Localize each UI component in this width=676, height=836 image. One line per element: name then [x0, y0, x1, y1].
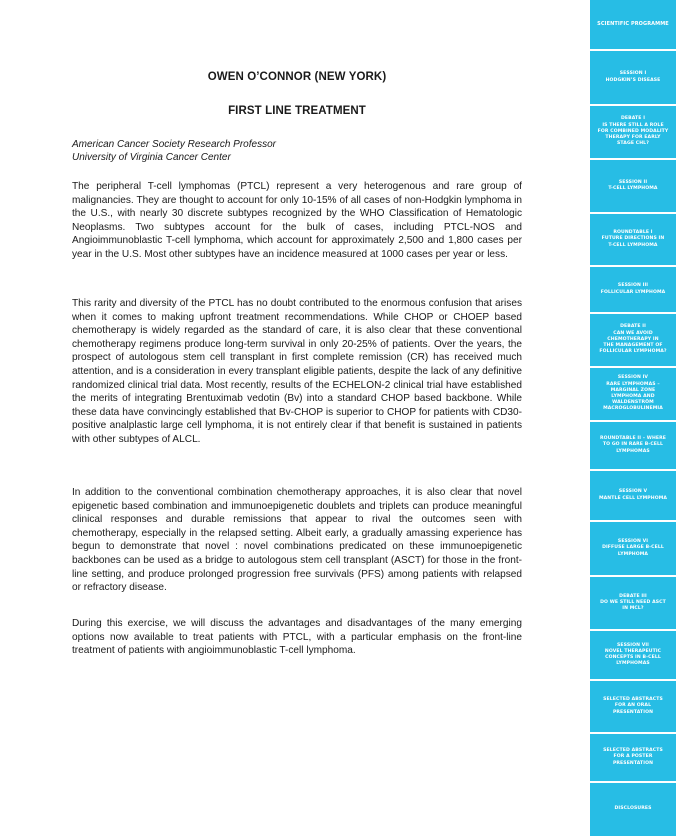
- nav-disclosures[interactable]: DISCLOSURES: [590, 783, 676, 836]
- programme-sidebar: [590, 0, 676, 836]
- nav-debate-2[interactable]: DEBATE II CAN WE AVOID CHEMOTHERAPY IN THE MANAGEMENT OF FOLLICULAR LYMPHOMA?: [590, 314, 676, 366]
- nav-session-3[interactable]: SESSION III FOLLICULAR LYMPHOMA: [590, 267, 676, 312]
- affiliation-line: American Cancer Society Research Professor: [72, 139, 276, 150]
- nav-roundtable-2[interactable]: ROUNDTABLE II – WHERE TO GO IN RARE B-CELL LYMPHOMAS: [590, 422, 676, 469]
- nav-session-7[interactable]: SESSION VII NOVEL THERAPEUTIC CONCEPTS IN B-CELL LYMPHOMAS: [590, 631, 676, 679]
- nav-oral-abstracts[interactable]: SELECTED ABSTRACTS FOR AN ORAL PRESENTATION: [590, 681, 676, 732]
- body-paragraph: This rarity and diversity of the PTCL has no doubt contributed to the enormous confusion that arises when it comes to making upfront treatment recommendations. While CHOP or CHOEP based chemotherapy is widely regarded as the standard of care, it is also clear that these conventional chemotherapy regimens produce long-term survival in only 20-25% of patients. Over the years, the prospect of autologous stem cell transplant in first complete remission (CR) has received much attention, and is a consideration in every transplant eligible patients, despite the lack of any definitive randomized clinical trial data. Most recently, results of the ECHELON-2 clinical trial have established the merits of integrating Brentuximab vedotin (Bv) into a standard CHOP based backbone. While these data have convincingly established that Bv-CHOP is superior to CHOP for patients with CD30-positive analplastic large cell lymphoma, it is not entirely clear if that benefit is sustained in patients with other subtypes of ALCL.: [72, 298, 522, 445]
- speaker-affiliation: [72, 139, 522, 164]
- nav-session-2[interactable]: SESSION II T-CELL LYMPHOMA: [590, 160, 676, 212]
- nav-scientific-programme[interactable]: SCIENTIFIC PROGRAMME: [590, 0, 676, 49]
- nav-debate-1[interactable]: DEBATE I IS THERE STILL A ROLE FOR COMBINED MODALITY THERAPY FOR EARLY STAGE CHL?: [590, 106, 676, 158]
- speaker-heading: OWEN O’CONNOR (NEW YORK): [207, 71, 387, 83]
- nav-debate-3[interactable]: DEBATE III DO WE STILL NEED ASCT IN MCL?: [590, 577, 676, 629]
- nav-poster-abstracts[interactable]: SELECTED ABSTRACTS FOR A POSTER PRESENTATION: [590, 734, 676, 781]
- nav-session-5[interactable]: SESSION V MANTLE CELL LYMPHOMA: [590, 471, 676, 520]
- body-paragraph: In addition to the conventional combination chemotherapy approaches, it is also clear that novel epigenetic based combination and immunoepigenetic doublets and triplets can produce meaningful clinical responses and durable remissions that appear to rival the outcomes seen with chemotherapy, especially in the relapsed setting. Albeit early, a gradually amassing experience has begun to demonstrate that novel : novel combinations predicated on these immunoepigenetic backbones can be used as a bridge to autologous stem cell transplant (ASCT) for those in the front-line setting, and produce prolonged progression free survivals (PFS) among patients with relapsed or refractory disease.: [72, 487, 522, 594]
- affiliation-line: University of Virginia Cancer Center: [72, 151, 231, 163]
- nav-session-4[interactable]: SESSION IV RARE LYMPHOMAS – MARGINAL ZONE LYMPHOMA AND WALDENSTRÖM MACROGLOBULINEMIA: [590, 368, 676, 420]
- nav-roundtable-1[interactable]: ROUNDTABLE I FUTURE DIRECTIONS IN T-CELL LYMPHOMA: [590, 214, 676, 265]
- body-paragraph: During this exercise, we will discuss the advantages and disadvantages of the many emerging options now available to treat patients with PTCL, with a particular emphasis on the front-line treatment of patients with angioimmunoblastic T-cell lymphoma.: [72, 618, 522, 657]
- nav-session-1[interactable]: SESSION I HODGKIN’S DISEASE: [590, 51, 676, 104]
- section-heading: FIRST LINE TREATMENT: [228, 105, 366, 117]
- body-paragraph: The peripheral T-cell lymphomas (PTCL) represent a very heterogenous and rare group of malignancies. They are thought to account for only 10-15% of all cases of non-Hodgkin lymphoma in the U.S., with nearly 30 discrete subtypes recognized by the WHO Classification of Hematologic Neoplasms. Two subtypes account for the bulk of cases, including PTCL-NOS and Angioimmunoblastic T-cell lymphoma, which account for approximately 2,500 and 1,800 cases per year in the U.S. Most other subtypes have an incidence measured at 1000 cases per year or less.: [72, 181, 522, 260]
- nav-session-6[interactable]: SESSION VI DIFFUSE LARGE B-CELL LYMPHOMA: [590, 522, 676, 575]
